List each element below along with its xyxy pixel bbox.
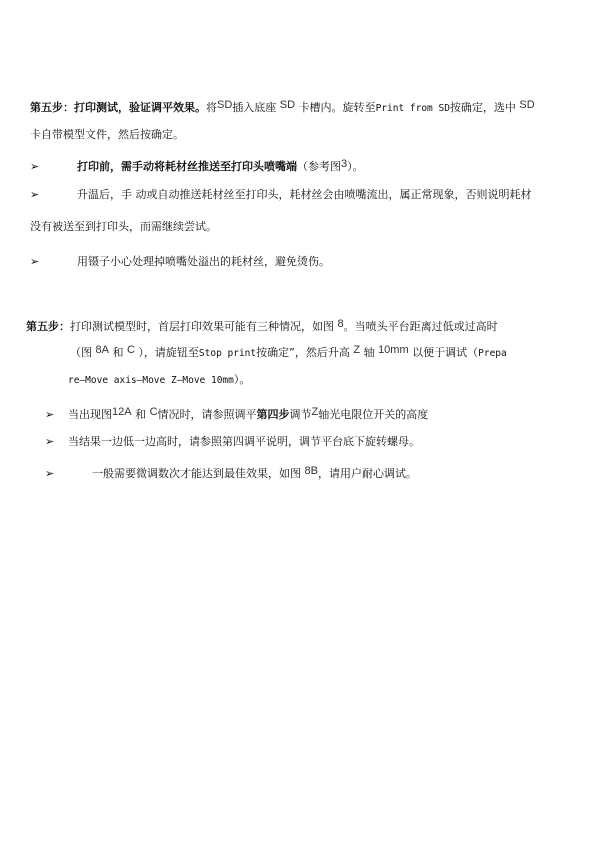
text: ，请用户耐心调试。 xyxy=(317,467,417,480)
text: 当出现图 xyxy=(68,408,112,421)
figure-ref: C xyxy=(126,344,135,356)
figure-ref: C xyxy=(149,406,158,418)
text: ）。 xyxy=(233,373,251,386)
text: 打印前，需手动将耗材丝推送至打印头喷嘴端 xyxy=(77,160,297,173)
text: 调节 xyxy=(289,408,312,421)
figure-ref: 12A xyxy=(112,406,132,418)
text: 轴光电限位开关的高度 xyxy=(318,408,429,421)
step5b-line3 xyxy=(68,373,250,387)
text: 将 xyxy=(206,101,217,114)
text: 一般需要微调数次才能达到最佳效果，如图 xyxy=(92,467,301,480)
text: （参考图 xyxy=(297,160,341,173)
step5a-bullet1 xyxy=(77,160,364,174)
menu-path: Print from SD xyxy=(375,103,450,114)
bullet-arrow-icon: ➢ xyxy=(45,408,55,421)
text: 情况时，请参照调平 xyxy=(157,408,257,421)
text: 打印测试模型时，首层打印效果可能有三种情况，如图 xyxy=(70,320,334,333)
step5a-bullet2-line1 xyxy=(77,188,532,201)
text: 第四步 xyxy=(256,408,290,421)
step5b-line2 xyxy=(70,346,507,360)
menu-path: Prepa xyxy=(478,348,507,359)
menu-path: re—Move axis—Move Z—Move 10mm xyxy=(68,375,234,386)
text: （图 xyxy=(70,346,92,359)
text: 。当喷头平台距离过低或过高时 xyxy=(343,320,498,333)
text: 用镊子小心处理掉喷嘴处溢出的耗材丝，避免烫伤。 xyxy=(77,255,330,268)
text: 没有被送至到打印头，而需继续尝试。 xyxy=(30,220,217,233)
text: 按确定 xyxy=(256,346,290,359)
axis-label: Z xyxy=(311,406,319,418)
figure-number: 8 xyxy=(337,318,344,330)
text: 卡自带模型文件，然后按确定。 xyxy=(30,128,184,141)
figure-ref: 8B xyxy=(304,465,318,477)
menu-path: Stop print xyxy=(198,348,257,359)
text: 插入底座 xyxy=(232,101,277,114)
sd-label: SD xyxy=(519,99,535,111)
text: 轴 xyxy=(363,346,375,359)
step5b-bullet2 xyxy=(68,435,420,448)
bullet-arrow-icon: ➢ xyxy=(30,255,40,268)
bullet-arrow-icon: ➢ xyxy=(30,188,40,201)
text: 以便于调试（ xyxy=(412,346,479,359)
text: 按确定，选中 xyxy=(449,101,516,114)
step5b-heading: 第五步： xyxy=(26,320,70,333)
step5a-bullet2-line2 xyxy=(30,220,217,233)
text: 当结果一边低一边高时，请参照第四调平说明，调节平台底下旋转螺母。 xyxy=(68,435,420,448)
step5b-line1 xyxy=(26,320,498,334)
text: 升温后，手 动或自动推送耗材丝至打印头，耗材丝会由喷嘴流出，属正常现象，否则说明耗材 xyxy=(77,188,532,201)
text: ” xyxy=(289,346,295,359)
text: 卡槽内。旋转至 xyxy=(298,101,376,114)
bullet-arrow-icon: ➢ xyxy=(45,435,55,448)
step5b-bullet3 xyxy=(92,467,417,481)
text: ），请旋钮至 xyxy=(138,346,199,359)
text: ）。 xyxy=(347,160,364,173)
distance-value: 10mm xyxy=(378,344,409,356)
axis-label: Z xyxy=(353,344,361,356)
bullet-arrow-icon: ➢ xyxy=(30,160,40,173)
text: 和 xyxy=(112,346,124,359)
step5a-line2 xyxy=(30,128,184,141)
step5a-line1 xyxy=(30,101,535,115)
figure-number: 3 xyxy=(341,158,348,170)
sd-label: SD xyxy=(279,99,296,111)
text: 和 xyxy=(135,408,147,421)
step5a-bullet3 xyxy=(77,255,330,268)
step5a-heading: 第五步：打印测试，验证调平效果。 xyxy=(30,101,206,114)
figure-ref: 8A xyxy=(95,344,109,356)
sd-label: SD xyxy=(217,99,233,111)
text: ，然后升高 xyxy=(294,346,350,359)
bullet-arrow-icon: ➢ xyxy=(45,467,55,480)
step5b-bullet1 xyxy=(68,408,428,422)
